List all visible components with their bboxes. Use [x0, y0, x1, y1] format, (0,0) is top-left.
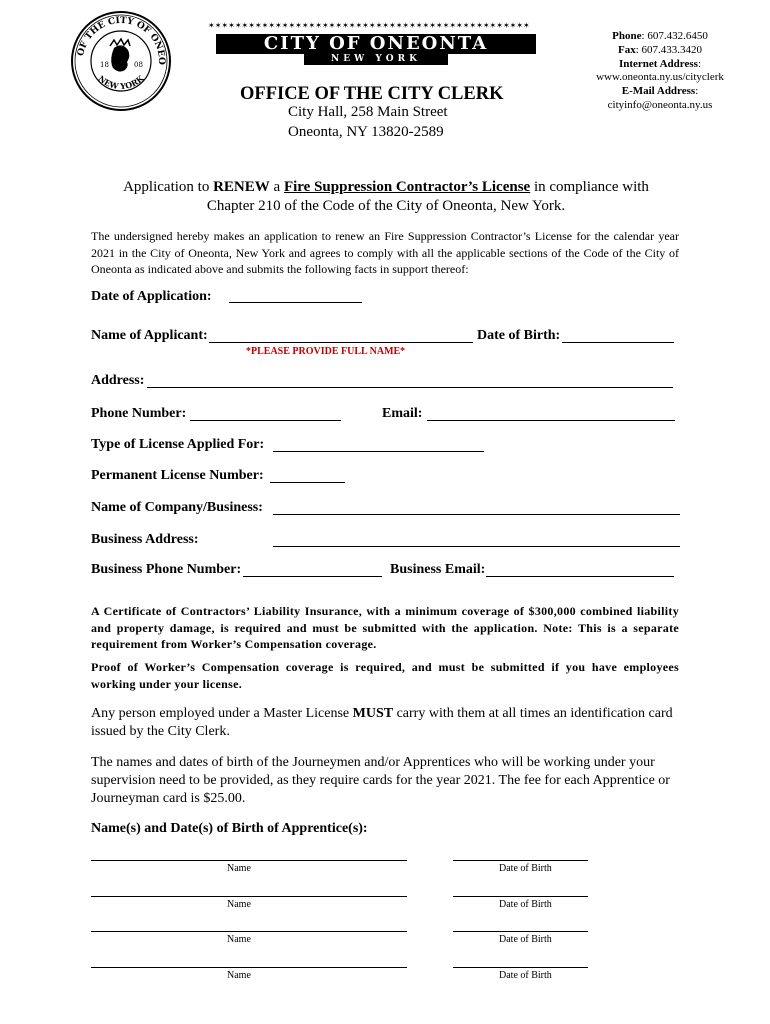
apprentice-dob-line[interactable]: [453, 967, 588, 968]
business-email-label: Business Email:: [390, 562, 486, 577]
address-field[interactable]: [147, 387, 673, 388]
apprentice-dob-caption: Date of Birth: [499, 863, 552, 874]
internet-colon: :: [697, 57, 701, 70]
name-of-applicant-label: Name of Applicant:: [91, 328, 208, 343]
date-of-application-label: Date of Application:: [91, 289, 212, 304]
intro-renew: RENEW: [213, 179, 270, 195]
banner-city: CITY OF ONEONTA: [216, 34, 536, 54]
banner-state: NEW YORK: [304, 54, 448, 65]
seal-year-left: 18: [100, 61, 109, 69]
business-phone-label: Business Phone Number:: [91, 562, 242, 577]
intro-pre: Application to: [123, 179, 214, 195]
intro-line2: Chapter 210 of the Code of the City of Oneonta, New York.: [206, 198, 566, 214]
company-name-field[interactable]: [273, 514, 680, 515]
apprentice-name-caption: Name: [227, 970, 251, 981]
email-colon: :: [695, 85, 699, 98]
fax-value: : 607.433.3420: [635, 43, 703, 56]
phone-label: Phone: [612, 30, 642, 42]
email-address-label: E-Mail Address: [621, 85, 696, 98]
master-license-must: MUST: [352, 706, 394, 721]
full-name-note: *PLEASE PROVIDE FULL NAME*: [246, 346, 406, 357]
name-of-applicant-field[interactable]: [209, 342, 473, 343]
email-field[interactable]: [427, 420, 675, 421]
application-intro: [92, 178, 680, 216]
apprentice-name-line[interactable]: [91, 896, 407, 897]
office-title: OFFICE OF THE CITY CLERK: [240, 84, 504, 104]
apprentice-dob-caption: Date of Birth: [499, 970, 552, 981]
intro-mid: a: [269, 179, 284, 195]
apprentice-dob-line[interactable]: [453, 931, 588, 932]
intro-license: Fire Suppression Contractor’s License: [283, 179, 531, 195]
permanent-license-field[interactable]: [270, 482, 345, 483]
apprentice-name-caption: Name: [227, 899, 251, 910]
master-license-post: carry with them at all times an identification card issued by the City Clerk.: [91, 706, 673, 739]
renewal-paragraph: The undersigned hereby makes an application to renew an Fire Suppression Contractor’s License for the calendar year 2021 in the City of Oneonta, New York and agrees to comply with all the applicable sections of the Code of the City of Oneonta as indicated above and submits the following facts in support thereof:: [91, 229, 679, 276]
license-type-label: Type of License Applied For:: [91, 437, 265, 452]
city-banner-logo: [208, 22, 544, 72]
seal-bottom-text: NEW YORK: [96, 73, 146, 92]
apprentice-dob-line[interactable]: [453, 896, 588, 897]
fax-label: Fax: [617, 43, 636, 56]
seal-year-right: 08: [134, 61, 143, 69]
phone-number-label: Phone Number:: [91, 406, 187, 421]
email-link[interactable]: cityinfo@oneonta.ny.us: [607, 98, 713, 111]
city-seal-logo: [70, 10, 172, 112]
master-license-note: [91, 705, 681, 741]
license-type-field[interactable]: [273, 451, 484, 452]
contact-block: [560, 30, 760, 113]
banner-ornament: ✶✶✶✶✶✶✶✶✶✶✶✶✶✶✶✶✶✶✶✶✶✶✶✶✶✶✶✶✶✶✶✶✶✶✶✶✶✶✶✶✶✶✶✶✶✶✶✶: [208, 22, 530, 30]
apprentice-name-caption: Name: [227, 863, 251, 874]
internet-label: Internet Address: [618, 57, 698, 70]
date-of-birth-label: Date of Birth:: [477, 328, 561, 343]
business-phone-field[interactable]: [243, 576, 382, 577]
apprentice-name-line[interactable]: [91, 931, 407, 932]
workers-comp-note: Proof of Worker’s Compensation coverage is required, and must be submitted if you have employees working under your license.: [91, 660, 679, 691]
master-license-pre: Any person employed under a Master License: [91, 706, 353, 721]
phone-value: : 607.432.6450: [641, 30, 708, 42]
company-name-label: Name of Company/Business:: [91, 500, 263, 515]
business-address-field[interactable]: [273, 546, 680, 547]
business-email-field[interactable]: [486, 576, 674, 577]
website-link[interactable]: www.oneonta.ny.us/cityclerk: [596, 71, 724, 84]
email-label: Email:: [382, 406, 423, 421]
address-label: Address:: [91, 373, 145, 388]
business-address-label: Business Address:: [91, 532, 199, 547]
office-address-line2: Oneonta, NY 13820-2589: [288, 124, 444, 140]
apprentice-name-caption: Name: [227, 934, 251, 945]
date-of-application-field[interactable]: [229, 302, 362, 303]
intro-post: in compliance with: [530, 179, 649, 195]
office-address-line1: City Hall, 258 Main Street: [288, 104, 448, 120]
date-of-birth-field[interactable]: [562, 342, 674, 343]
apprentice-name-line[interactable]: [91, 967, 407, 968]
permanent-license-label: Permanent License Number:: [91, 468, 264, 483]
apprentices-heading: Name(s) and Date(s) of Birth of Apprentice(s):: [91, 821, 368, 836]
apprentice-dob-line[interactable]: [453, 860, 588, 861]
phone-number-field[interactable]: [190, 420, 341, 421]
journeymen-note: The names and dates of birth of the Journeymen and/or Apprentices who will be working under your supervision need to be provided, as they require cards for the year 2021. The fee for each Apprentice or Journeyman card is $25.00.: [91, 755, 670, 806]
seal-ring-text: OF THE CITY OF ONEO: [76, 15, 167, 65]
apprentice-dob-caption: Date of Birth: [499, 934, 552, 945]
apprentice-dob-caption: Date of Birth: [499, 899, 552, 910]
apprentice-name-line[interactable]: [91, 860, 407, 861]
insurance-note: A Certificate of Contractors’ Liability Insurance, with a minimum coverage of $300,000 combined liability and property damage, is required and must be submitted with the application. Note: This is a separate requirement from Worker’s Compensation coverage.: [91, 604, 679, 651]
svg-text:NEW YORK: [96, 73, 146, 92]
